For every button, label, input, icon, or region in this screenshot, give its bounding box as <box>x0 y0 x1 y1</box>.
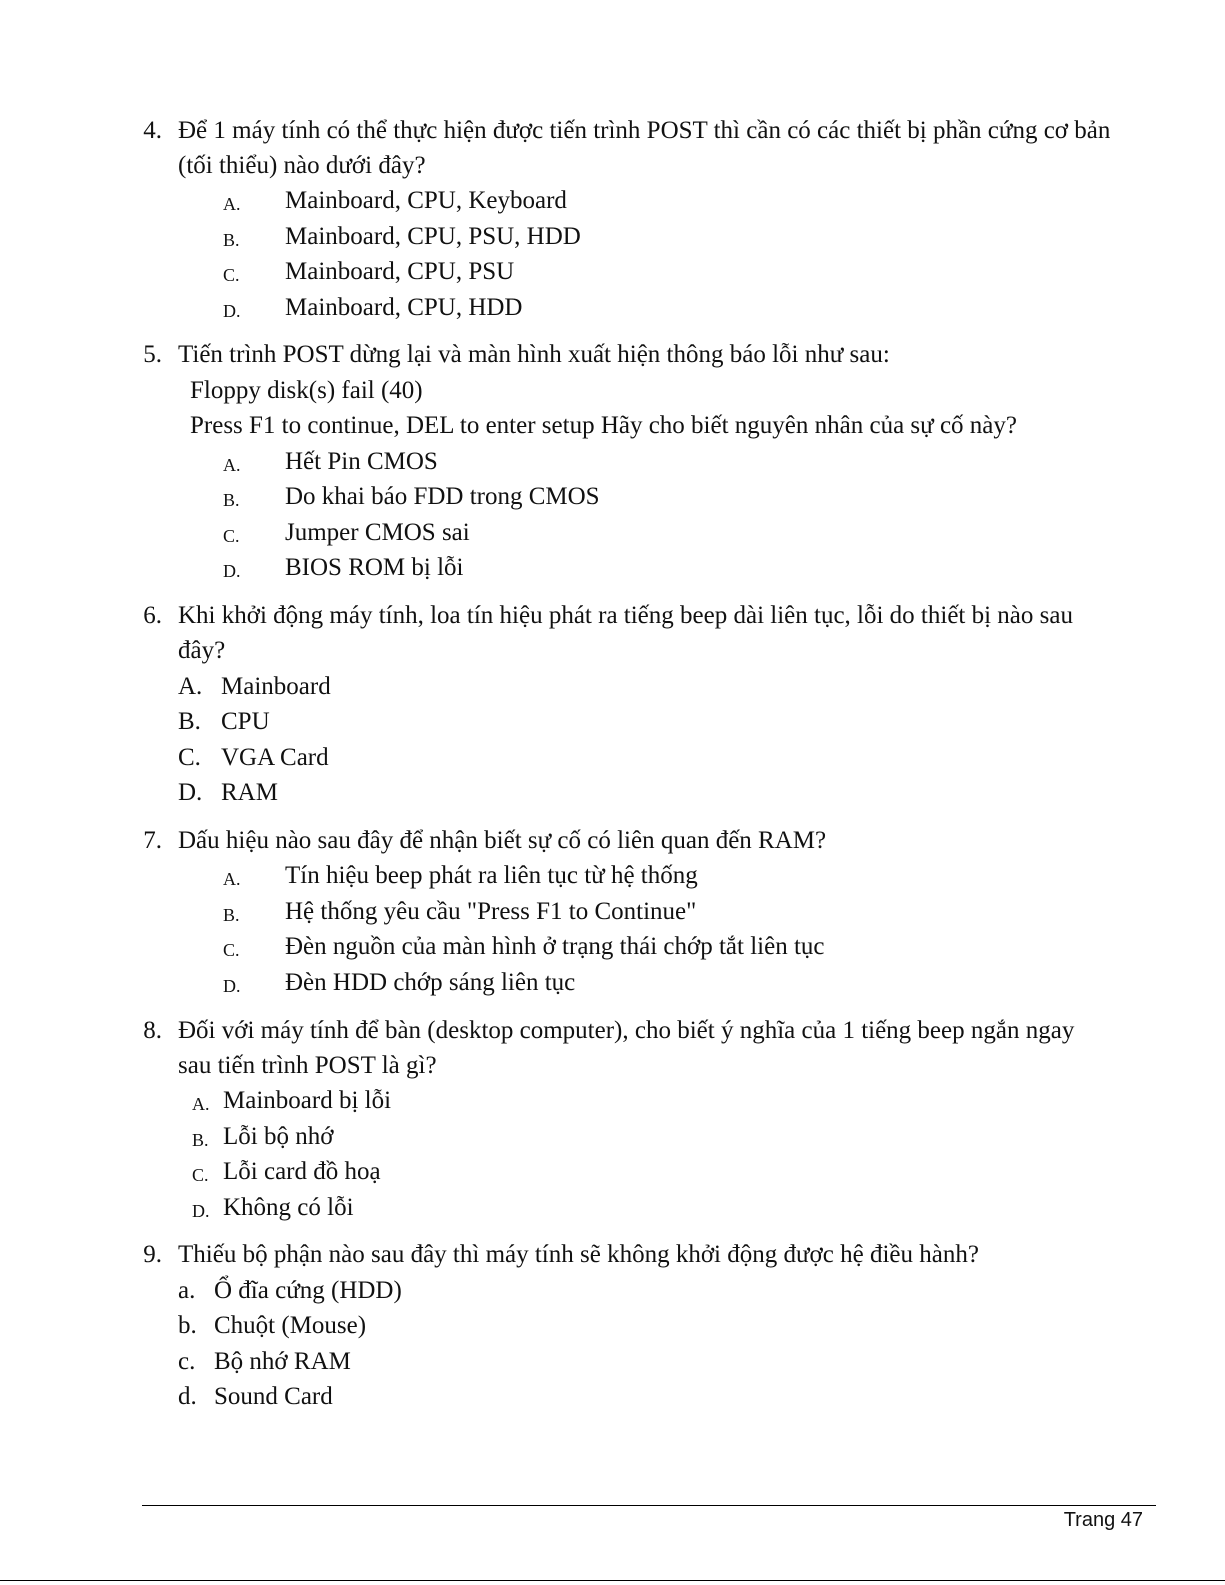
question-text-line: Tiến trình POST dừng lại và màn hình xuất hiện thông báo lỗi như sau: <box>178 341 890 368</box>
option-letter: C. <box>192 1165 209 1185</box>
option-text: Tín hiệu beep phát ra liên tục từ hệ thống <box>285 862 698 889</box>
option-text: Mainboard <box>221 673 331 700</box>
option-letter: b. <box>178 1312 197 1339</box>
option-text: BIOS ROM bị lỗi <box>285 554 464 581</box>
option-letter: D. <box>223 976 241 996</box>
option-text: Do khai báo FDD trong CMOS <box>285 483 600 510</box>
option-text: Ổ đĩa cứng (HDD) <box>214 1277 402 1304</box>
question-text-line: Floppy disk(s) fail (40) <box>190 377 423 404</box>
option-letter: A. <box>223 869 241 889</box>
option-text: VGA Card <box>221 744 329 771</box>
option-letter: B. <box>223 905 240 925</box>
option-letter: D. <box>178 779 203 806</box>
option-text: Chuột (Mouse) <box>214 1312 367 1339</box>
option-text: Mainboard, CPU, PSU <box>285 258 515 285</box>
option-text: Lỗi card đồ hoạ <box>223 1158 381 1185</box>
question-number: 6. <box>143 602 162 629</box>
option-letter: C. <box>223 265 240 285</box>
question-number: 4. <box>143 117 162 144</box>
option-letter: c. <box>178 1348 196 1375</box>
question-number: 7. <box>143 827 162 854</box>
question-text-line: Thiếu bộ phận nào sau đây thì máy tính sẽ không khởi động được hệ điều hành? <box>178 1241 979 1268</box>
option-letter: A. <box>223 455 241 475</box>
option-letter: D. <box>192 1201 210 1221</box>
option-letter: B. <box>223 230 240 250</box>
question-number: 9. <box>143 1241 162 1268</box>
option-letter: a. <box>178 1277 196 1304</box>
question-text-line: Đối với máy tính để bàn (desktop computer), cho biết ý nghĩa của 1 tiếng beep ngắn ngay <box>178 1017 1075 1044</box>
question-text-line: Khi khởi động máy tính, loa tín hiệu phát ra tiếng beep dài liên tục, lỗi do thiết bị nào sau <box>178 602 1073 629</box>
option-text: Mainboard, CPU, Keyboard <box>285 187 567 214</box>
question-number: 8. <box>143 1017 162 1044</box>
option-letter: d. <box>178 1383 197 1410</box>
option-letter: C. <box>223 526 240 546</box>
option-text: Mainboard bị lỗi <box>223 1087 392 1114</box>
option-text: Sound Card <box>214 1383 333 1410</box>
option-text: CPU <box>221 708 270 735</box>
option-letter: B. <box>223 490 240 510</box>
option-letter: B. <box>178 708 201 735</box>
option-text: Đèn HDD chớp sáng liên tục <box>285 969 576 996</box>
footer-divider <box>142 1505 1156 1506</box>
page-number: Trang 47 <box>1063 1509 1143 1531</box>
option-text: Đèn nguồn của màn hình ở trạng thái chớp tắt liên tục <box>285 933 825 960</box>
option-letter: A. <box>192 1094 210 1114</box>
option-letter: C. <box>178 744 201 771</box>
question-text-line: đây? <box>178 637 226 664</box>
option-text: Jumper CMOS sai <box>285 519 470 546</box>
option-letter: A. <box>178 673 203 700</box>
option-text: Không có lỗi <box>223 1194 354 1221</box>
question-text-line: sau tiến trình POST là gì? <box>178 1052 437 1079</box>
question-text-line: Press F1 to continue, DEL to enter setup Hãy cho biết nguyên nhân của sự cố này? <box>190 412 1018 439</box>
option-text: Hệ thống yêu cầu "Press F1 to Continue" <box>285 898 697 925</box>
option-letter: A. <box>223 194 241 214</box>
page-bottom-edge <box>0 1580 1225 1581</box>
question-text-line: Dấu hiệu nào sau đây để nhận biết sự cố có liên quan đến RAM? <box>178 827 827 854</box>
option-letter: D. <box>223 561 241 581</box>
option-text: Mainboard, CPU, PSU, HDD <box>285 223 581 250</box>
option-text: Hết Pin CMOS <box>285 448 438 475</box>
option-letter: D. <box>223 301 241 321</box>
option-letter: B. <box>192 1130 209 1150</box>
question-text-line: (tối thiểu) nào dưới đây? <box>178 152 426 179</box>
question-number: 5. <box>143 341 162 368</box>
option-letter: C. <box>223 940 240 960</box>
option-text: Lỗi bộ nhớ <box>223 1123 334 1150</box>
option-text: Mainboard, CPU, HDD <box>285 294 523 321</box>
option-text: RAM <box>221 779 278 806</box>
question-text-line: Để 1 máy tính có thể thực hiện được tiến trình POST thì cần có các thiết bị phần cứng cơ bản <box>178 117 1111 144</box>
option-text: Bộ nhớ RAM <box>214 1348 351 1375</box>
